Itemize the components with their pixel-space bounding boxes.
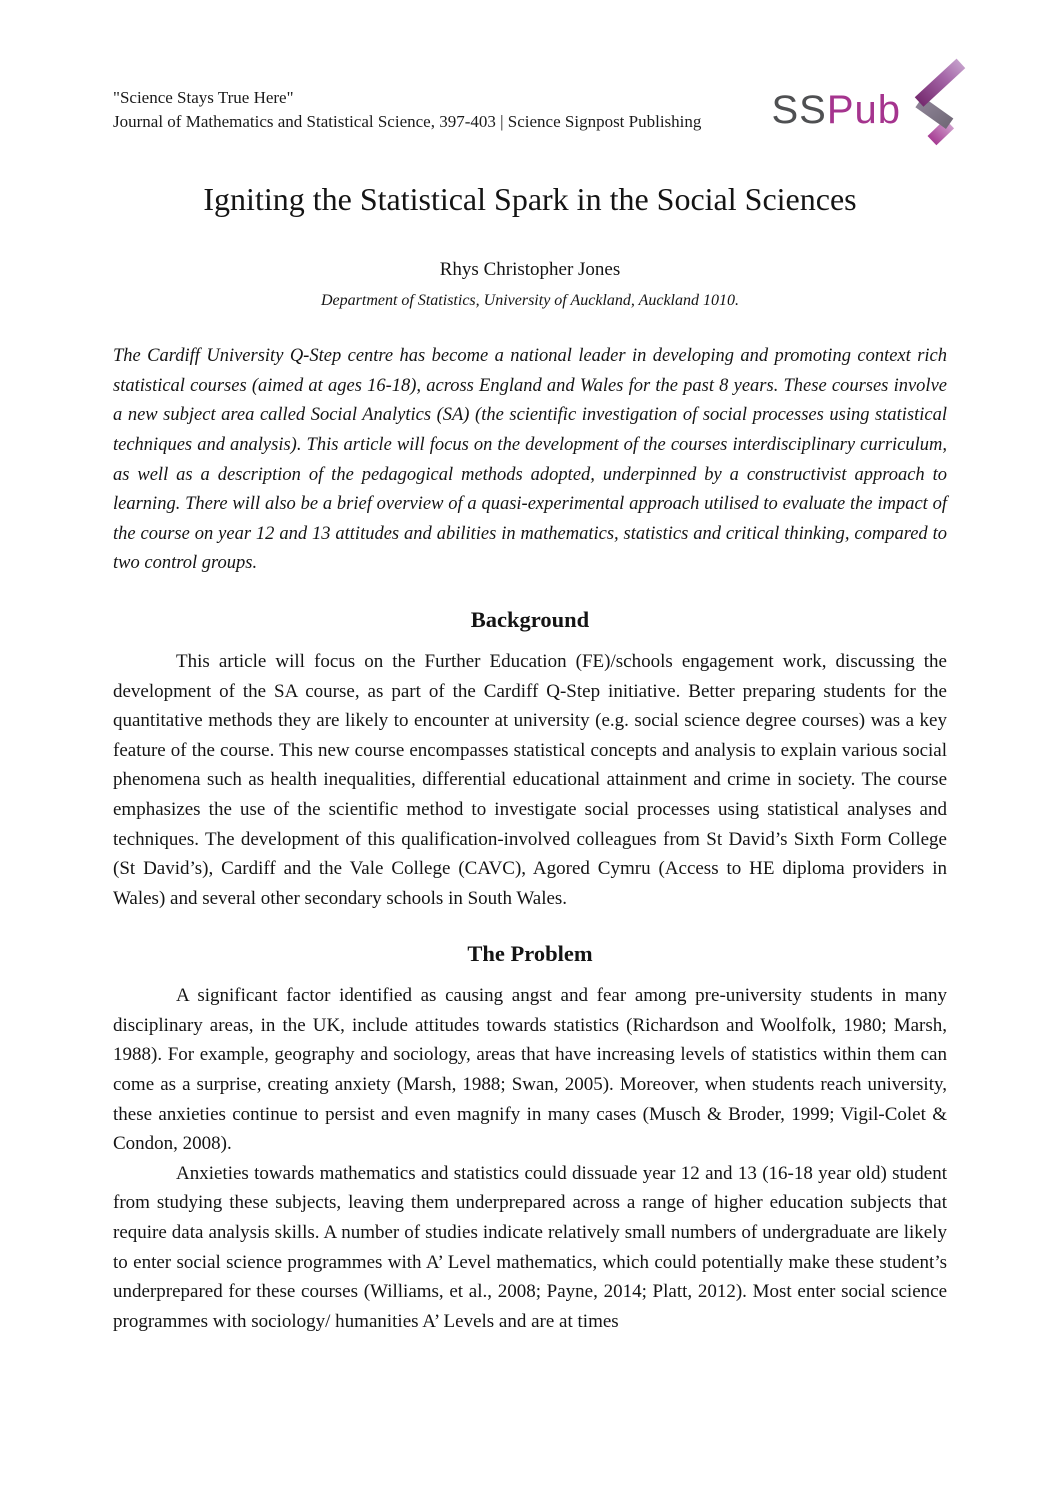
- author-name: Rhys Christopher Jones: [439, 259, 621, 281]
- section-heading-background: Background: [470, 606, 590, 632]
- logo-text-ss: SS: [771, 88, 827, 132]
- sspub-logo-text: [771, 90, 901, 130]
- background-paragraph: This article will focus on the Further Education (FE)/schools engagement work, discussing the development of the SA course, as part of the Cardiff Q-Step initiative. Better preparing students for the quantitative methods they are likely to encounter at university (e.g. social science degree courses) was a key feature of the course. This new course encompasses statistical concepts and analysis to explain various social phenomena such as health inequalities, differential educational attainment and crime in society. The course emphasizes the use of the scientific method to investigate social processes using statistical analyses and techniques. The development of this qualification-involved colleagues from St David’s Sixth Form College (St David’s), Cardiff and the Vale College (CAVC), Agored Cymru (Access to HE diploma providers in Wales) and several other secondary schools in South Wales.: [113, 650, 947, 909]
- author-affiliation: Department of Statistics, University of Auckland, Auckland 1010.: [320, 292, 739, 310]
- ribbon-top-band: [915, 59, 966, 107]
- abstract-paragraph: The Cardiff University Q-Step centre has become a national leader in developing and promoting context rich statistical courses (aimed at ages 16-18), across England and Wales for the past 8 years. These courses involve a new subject area called Social Analytics (SA) (the scientific investigation of social processes using statistical techniques and analysis). This article will focus on the development of the courses interdisciplinary curriculum, as well as a description of the pedagogical methods adopted, underpinned by a constructivist approach to learning. There will also be a brief overview of a quasi-experimental approach utilised to evaluate the impact of the course on year 12 and 13 attitudes and abilities in mathematics, statistics and critical thinking, compared to two control groups.: [113, 346, 947, 574]
- problem-paragraph-2: Anxieties towards mathematics and statistics could dissuade year 12 and 13 (16-18 year old) student from studying these subjects, leaving them underprepared across a range of higher education subjects that require data analysis skills. A number of studies indicate relatively small numbers of undergraduate are likely to enter social science programmes with A’ Level mathematics, which could potentially make these student’s underprepared for these courses (Williams, et al., 2008; Payne, 2014; Platt, 2012). Most enter social science programmes with sociology/ humanities A’ Levels and are at times: [113, 1162, 947, 1332]
- problem-paragraph-1: A significant factor identified as causing angst and fear among pre-university students in many disciplinary areas, in the UK, include attitudes towards statistics (Richardson and Woolfolk, 1980; Marsh, 1988). For example, geography and sociology, areas that have increasing levels of statistics within them can come as a surprise, creating anxiety (Marsh, 1988; Swan, 2005). Moreover, when students reach university, these anxieties continue to persist and even magnify in many cases (Musch & Broder, 1999; Vigil-Colet & Condon, 2008).: [113, 985, 947, 1155]
- sspub-logo: [771, 50, 977, 154]
- journal-tagline: "Science Stays True Here": [113, 88, 294, 107]
- paper-title: Igniting the Statistical Spark in the Social Sciences: [203, 181, 857, 217]
- section-heading-the-problem: The Problem: [467, 941, 593, 967]
- journal-info-line: Journal of Mathematics and Statistical Science, 397-403 | Science Signpost Publishing: [113, 112, 702, 131]
- sspub-ribbon-icon: [903, 50, 977, 154]
- logo-text-pub: Pub: [826, 88, 901, 132]
